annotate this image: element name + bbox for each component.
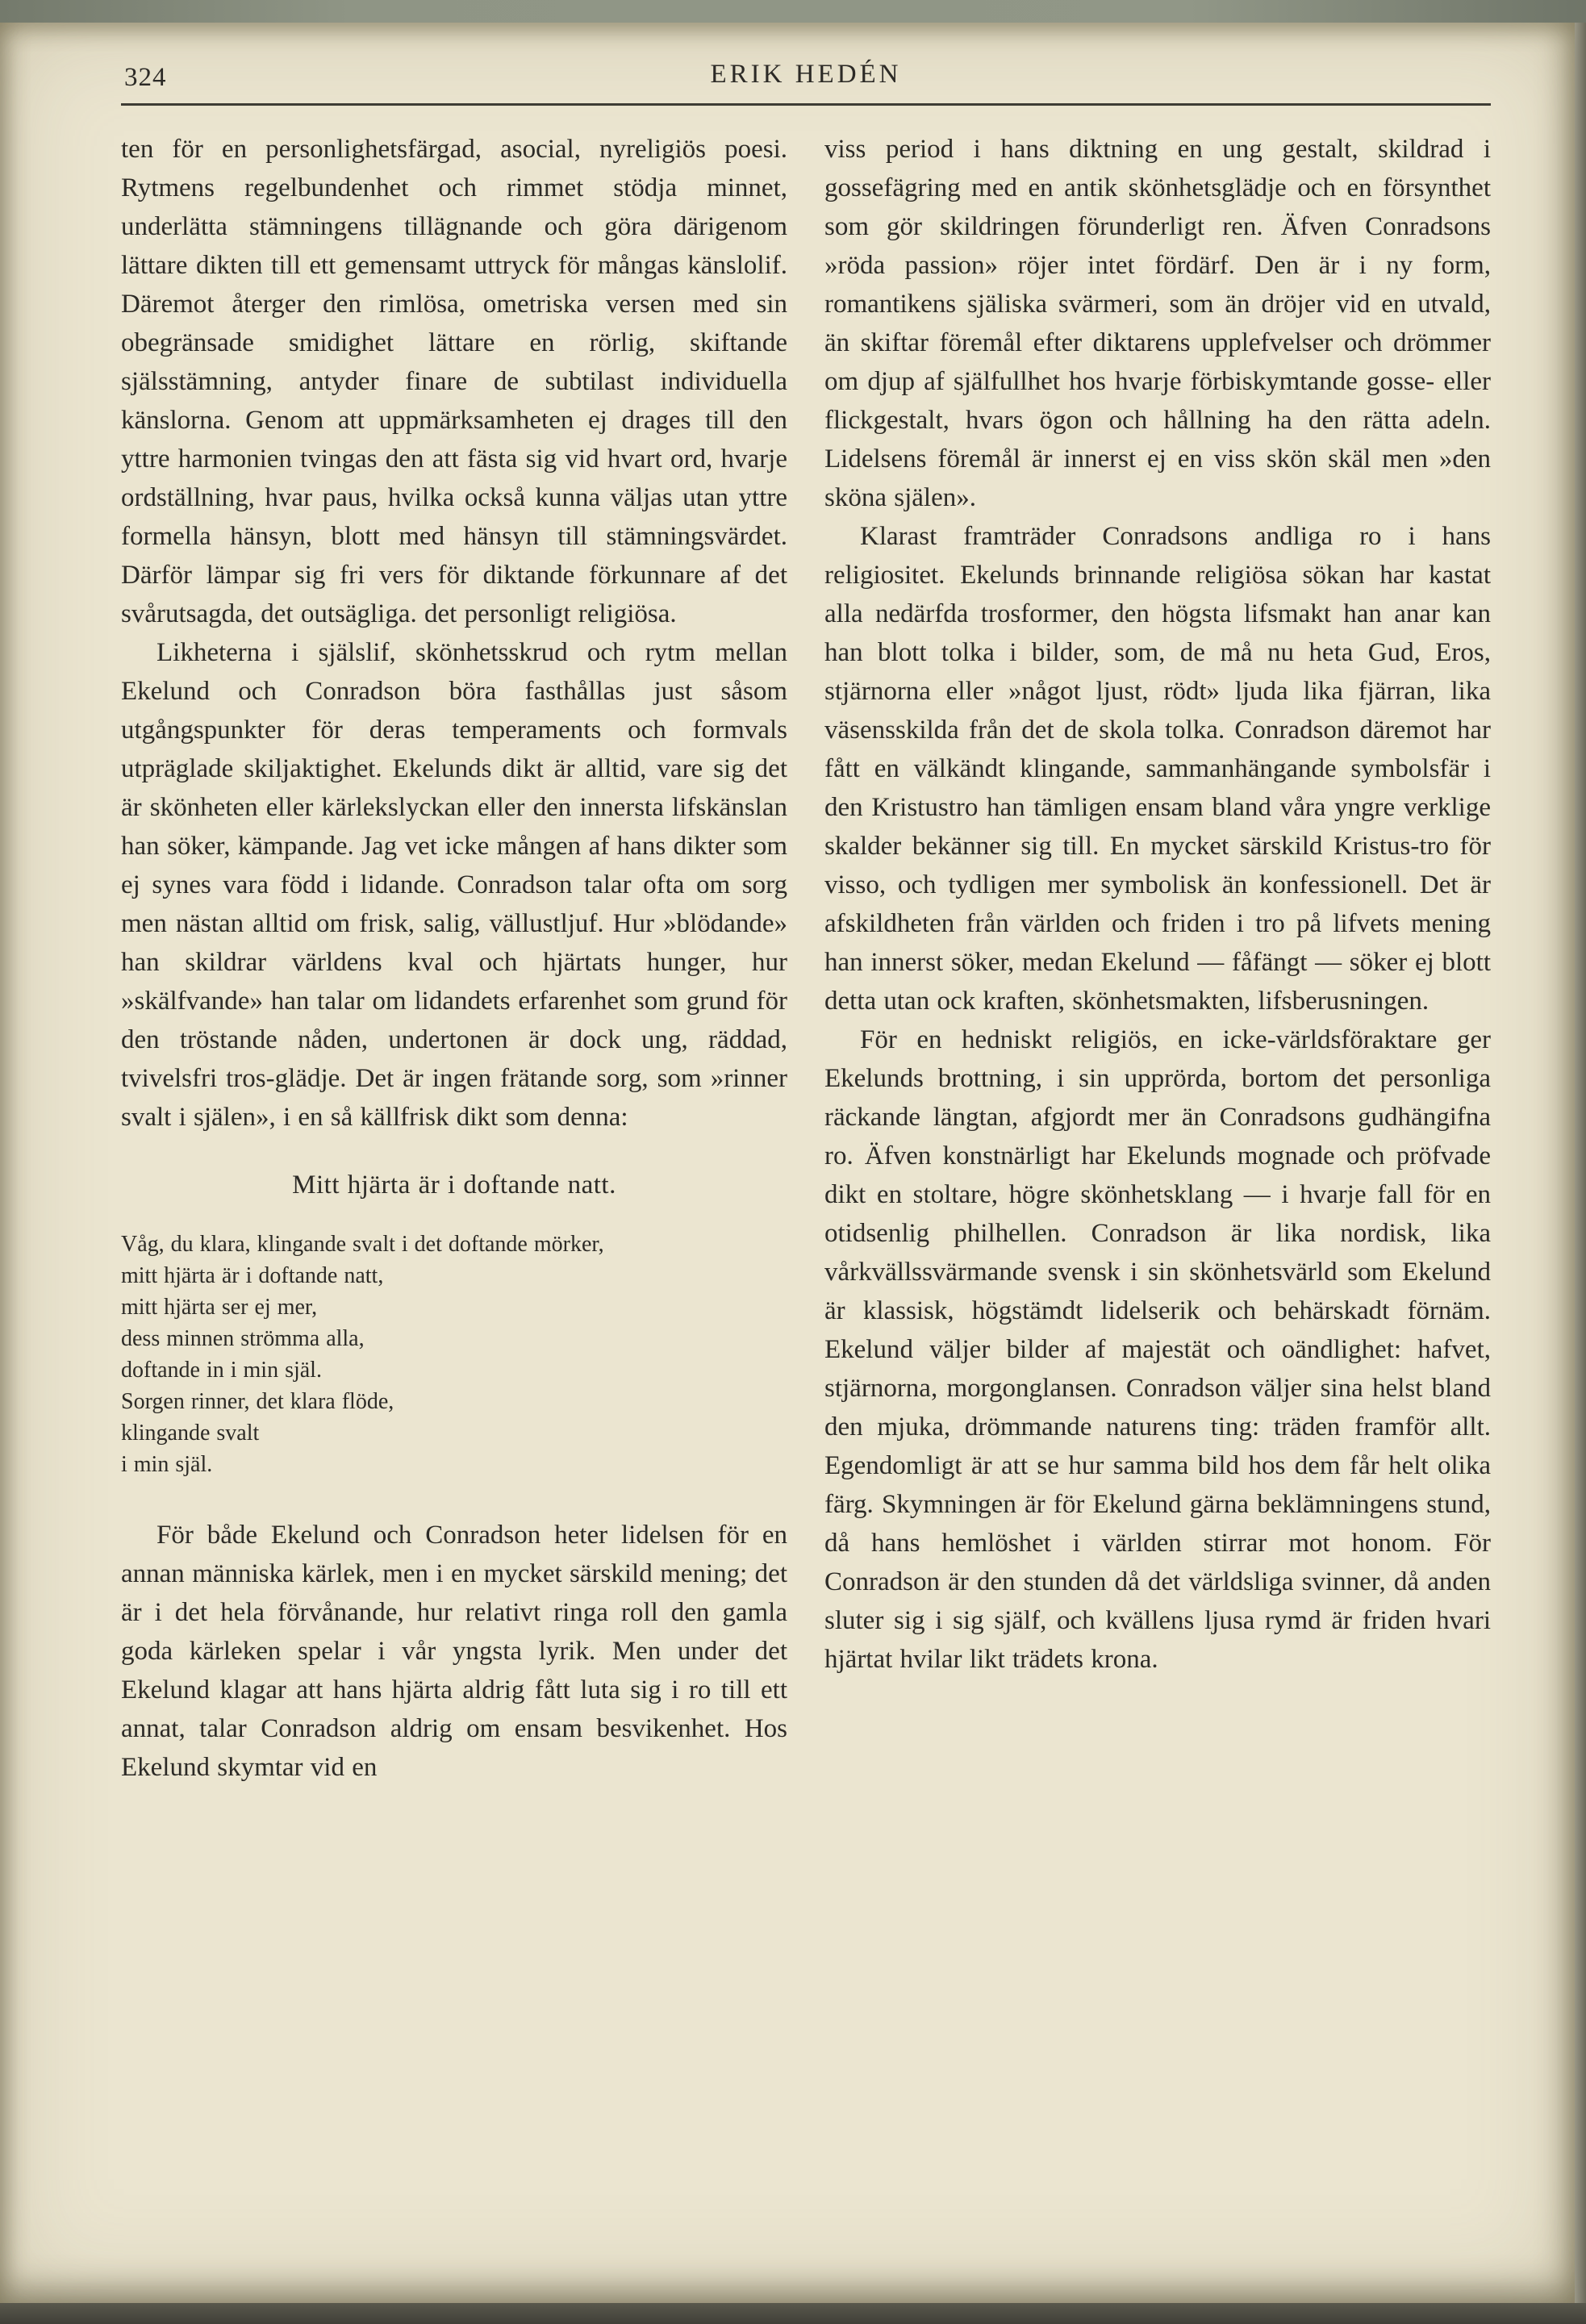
poem-line: Sorgen rinner, det klara flöde, — [121, 1389, 394, 1414]
scan-edge-top — [0, 0, 1586, 23]
poem-line: i min själ. — [121, 1452, 213, 1477]
paper-page — [0, 23, 1575, 2303]
poem-line: klingande svalt — [121, 1421, 260, 1446]
page-number: 324 — [124, 63, 167, 92]
running-title: ERIK HEDÉN — [710, 60, 902, 89]
paragraph: För både Ekelund och Conradson heter lidelsen för en annan människa kärlek, men i en mycket särskild mening; det är i det hela förvånande, hur relativt ringa roll den gamla goda kärleken spelar i vår yngsta lyrik. Men under det Ekelund klagar att hans hjärta aldrig fått luta sig i ro till ett annat, talar Conradson aldrig om ensam besvikenhet. Hos Ekelund skymtar vid en — [121, 1521, 787, 1782]
poem-title: Mitt hjärta är i doftande natt. — [292, 1170, 616, 1200]
poem-line: doftande in i min själ. — [121, 1358, 322, 1383]
paragraph-continued: ten för en personlighetsfärgad, asocial, nyreligiös poesi. Rytmens regelbundenhet och rimmet stödja minnet, underlätta stämningens tillägnande och göra därigenom lättare dikten till ett gemensamt uttryck för mångas känslolif. Däremot återger den rimlösa, ometriska versen med sin obegränsade smidighet lättare en rörlig, skiftande själsstämning, antyder finare de subtilast individuella känslorna. Genom att uppmärksamheten ej drages till den yttre harmonien tvingas den att fästa sig vid hvart ord, hvarje ordställning, hvar paus, hvilka också kunna väljas utan yttre formella hänsyn, blott med hänsyn till stämningsvärdet. Därför lämpar sig fri vers för diktande förkunnare af det svårutsagda, det outsägliga. det personligt religiösa. — [121, 135, 787, 628]
poem-block — [121, 1229, 787, 1480]
paragraph-continued: viss period i hans diktning en ung gestalt, skildrad i gossefägring med en antik skönhetsglädje och en försynthet som gör skildringen förunderligt ren. Äfven Conradsons »röda passion» röjer intet fördärf. Den är i ny form, romantikens själiska svärmeri, som än dröjer vid en utvald, än skiftar föremål efter diktarens upplefvelser och drömmer om djup af själfullhet hos hvarje förbiskymtande gosse- eller flickgestalt, hvars ögon och hållning ha den rätta adeln. Lidelsens föremål är innerst ej en viss skön skäl men »den sköna själen». — [824, 135, 1491, 512]
scan-edge-bottom — [0, 2303, 1586, 2324]
poem-line: mitt hjärta är i doftande natt, — [121, 1263, 384, 1288]
text-columns — [121, 130, 1491, 1787]
paragraph: För en hedniskt religiös, en icke-världsföraktare ger Ekelunds brottning, i sin upprörda, bortom det personliga räckande längtan, afgjordt mer än Conradsons gudhängifna ro. Äfven konstnärligt har Ekelunds mognade och pröfvade dikt en stoltare, högre skönhetsklang — i hvarje fall för en otidsenlig philhellen. Conradson är lika nordisk, lika vårkvällssvärmande svensk i sin skönhetsvärld som Ekelund är klassisk, högstämdt lidelserik och behärskadt förnäm. Ekelund väljer bilder af majestät och oändlighet: hafvet, stjärnorna, morgonglansen. Conradson väljer sina helst bland den mjuka, drömmande naturens ting: träden framför allt. Egendomligt är att se hur samma bild hos dem får helt olika färg. Skymningen är för Ekelund gärna beklämningens stund, då hans hemlöshet i världen stirrar mot honom. För Conradson är den stunden då det världsliga svinner, då anden sluter sig i sig själf, och kvällens ljusa rymd är friden hvari hjärtat hvilar likt trädets krona. — [824, 1025, 1491, 1674]
header-rule — [121, 103, 1491, 106]
paragraph: Klarast framträder Conradsons andliga ro i hans religiositet. Ekelunds brinnande religiösa sökan har kastat alla nedärfda trosformer, den högsta lifsmakt han anar kan han blott tolka i bilder, som, de må nu heta Gud, Eros, stjärnorna eller »något ljust, rödt» ljuda lika fjärran, lika väsensskilda från det de skola tolka. Conradson däremot har fått en välkändt klingande, sammanhängande symbolsfär i den Kristustro han tämligen ensam bland våra yngre verklige skalder bekänner sig till. En mycket särskild Kristus-tro för visso, och tydligen mer symbolisk än konfessionell. Det är afskildheten från världen och friden i tro på lifvets mening han innerst söker, medan Ekelund — fåfängt — söker ej blott detta utan ock kraften, skönhetsmakten, lifsberusningen. — [824, 522, 1491, 1016]
scan-edge-right — [1575, 23, 1586, 2303]
right-column — [824, 130, 1491, 1787]
poem-line: mitt hjärta ser ej mer, — [121, 1295, 318, 1320]
page-header — [121, 60, 1491, 97]
left-column — [121, 130, 787, 1787]
paragraph: Likheterna i själslif, skönhetsskrud och rytm mellan Ekelund och Conradson böra fasthållas just såsom utgångspunkter för deras temperaments och formvals utpräglade skiljaktighet. Ekelunds dikt är alltid, vare sig det är skönheten eller kärlekslyckan eller den innersta lifskänslan han söker, kämpande. Jag vet icke mången af hans dikter som ej synes vara född i lidande. Conradson talar ofta om sorg men nästan alltid om frisk, salig, vällustljuf. Hur »blödande» han skildrar världens kval och hjärtats hunger, hur »skälfvande» han talar om lidandets erfarenhet som grund för den tröstande nåden, undertonen är dock ung, räddad, tvivelsfri tros-glädje. Det är ingen frätande sorg, som »rinner svalt i själen», i en så källfrisk dikt som denna: — [121, 638, 787, 1132]
poem-line: dess minnen strömma alla, — [121, 1326, 365, 1351]
poem-line: Våg, du klara, klingande svalt i det doftande mörker, — [121, 1232, 604, 1257]
